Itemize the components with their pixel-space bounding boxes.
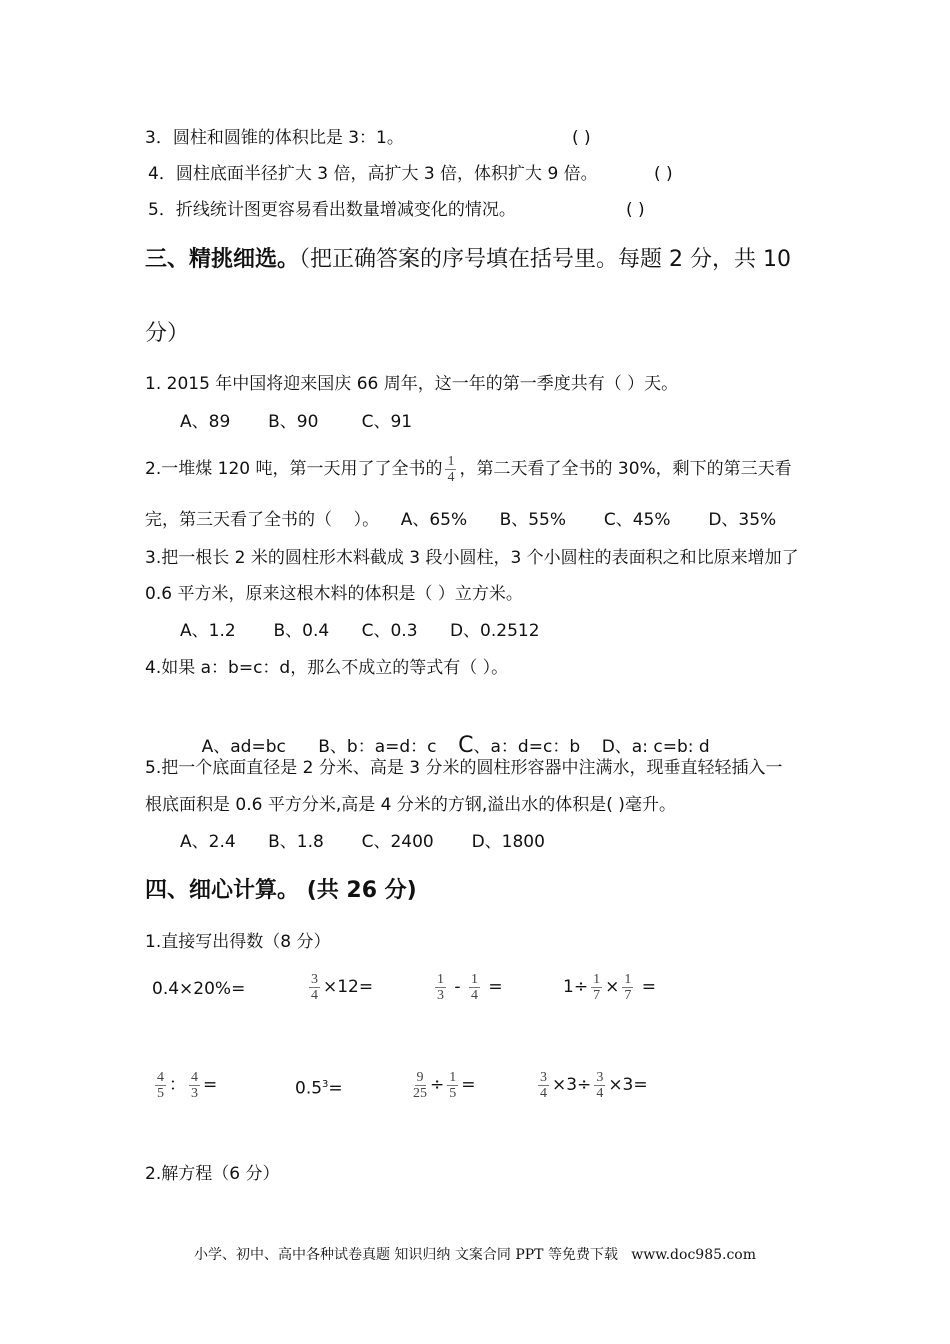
operator: -	[449, 977, 466, 997]
answer-paren: ( )	[572, 128, 591, 148]
question-2-line-2: 完，第三天看了全书的（ ）。 A、65% B、55% C、45% D、35%	[145, 510, 777, 530]
fraction	[435, 972, 446, 1003]
question-1-options: A、89 B、90 C、91	[180, 412, 413, 432]
expr-text: 1÷	[563, 977, 589, 997]
operator: ×	[605, 977, 620, 997]
q4-option-c-letter: C	[458, 733, 474, 758]
numerator: 1	[449, 1069, 457, 1085]
judge-item-3: 3．圆柱和圆锥的体积比是 3：1。	[145, 128, 404, 148]
expr-text: ×12=	[323, 977, 374, 997]
section-title: 四、细心计算。	[145, 878, 300, 903]
numerator: 1	[437, 971, 444, 987]
numerator: 9	[416, 1069, 424, 1085]
q4-options-ab: A、ad=bc B、b：a=d：c	[201, 737, 459, 757]
numerator: 3	[540, 1069, 547, 1085]
fraction	[309, 972, 320, 1003]
section-title: 三、精挑细选。	[145, 247, 300, 272]
section-note: （把正确答案的序号填在括号里。每题 2 分，共 10	[299, 247, 791, 272]
calc-expr-1: 0.4×20%=	[152, 979, 246, 999]
operator: ×3÷	[552, 1075, 592, 1095]
fraction	[594, 1070, 605, 1101]
question-4: 4.如果 a：b=c：d，那么不成立的等式有（ ）。	[145, 658, 509, 678]
denominator: 25	[413, 1085, 427, 1101]
question-5-line-1: 5.把一个底面直径是 2 分米、高是 3 分米的圆柱形容器中注满水，现垂直轻轻插入一	[145, 758, 783, 778]
denominator: 5	[449, 1085, 457, 1101]
fraction	[189, 1070, 200, 1101]
numerator: 4	[191, 1069, 198, 1085]
page-footer: 小学、初中、高中各种试卷真题 知识归纳 文案合同 PPT 等免费下载 www.doc985.com	[193, 1247, 756, 1263]
equals: =	[482, 977, 503, 997]
equals: ×3=	[608, 1075, 648, 1095]
numerator: 1	[593, 971, 601, 987]
section-4-heading	[145, 876, 417, 906]
equations-title: 2.解方程（6 分）	[145, 1164, 280, 1184]
section-note-cont: 分）	[145, 321, 190, 346]
denominator: 3	[437, 987, 444, 1003]
calc-expr-6	[295, 1073, 343, 1101]
question-3-line-2: 0.6 平方米，原来这根木料的体积是（ ）立方米。	[145, 584, 523, 604]
section-note: (共 26 分)	[306, 878, 417, 903]
fraction	[445, 454, 456, 485]
calc-expr-3	[432, 970, 503, 1004]
numerator: 1	[470, 971, 478, 987]
numerator: 3	[596, 1069, 604, 1085]
equals: =	[461, 1075, 476, 1095]
numerator: 3	[311, 971, 318, 987]
q2-text: ，第二天看了全书的 30%，剩下的第三天看	[459, 459, 792, 479]
fraction	[622, 972, 633, 1003]
equals: =	[203, 1075, 218, 1095]
question-2-line-1	[145, 452, 792, 486]
denominator: 3	[191, 1085, 198, 1101]
fraction	[447, 1070, 458, 1101]
equals: =	[328, 1078, 343, 1099]
calc-expr-8	[535, 1068, 648, 1102]
fraction	[413, 1070, 427, 1101]
section-3-heading	[145, 245, 791, 275]
answer-paren: ( )	[654, 164, 673, 184]
answer-paren: ( )	[626, 200, 645, 220]
denominator: 4	[311, 987, 318, 1003]
expr-text: 0.5	[295, 1078, 323, 1099]
q2-text: 2.一堆煤 120 吨，第一天用了了全书的	[145, 459, 443, 479]
numerator: 4	[157, 1069, 164, 1085]
q4-options-cd: 、a：d=c：b D、a: c=b: d	[473, 737, 710, 757]
denominator: 7	[624, 987, 632, 1003]
operator: ：	[169, 1075, 186, 1095]
fraction	[538, 1070, 549, 1101]
denominator: 4	[447, 469, 455, 485]
numerator: 1	[447, 453, 455, 469]
calc-expr-7	[410, 1068, 476, 1102]
operator: ÷	[430, 1075, 445, 1095]
equals: =	[636, 977, 656, 997]
judge-item-5: 5．折线统计图更容易看出数量增减变化的情况。	[148, 200, 516, 220]
denominator: 5	[157, 1085, 164, 1101]
fraction	[591, 972, 602, 1003]
question-3-line-1: 3.把一根长 2 米的圆柱形木料截成 3 段小圆柱，3 个小圆柱的表面积之和比原来增加了	[145, 548, 799, 568]
calc-expr-4	[563, 970, 656, 1004]
question-5-options: A、2.4 B、1.8 C、2400 D、1800	[180, 832, 545, 852]
denominator: 4	[540, 1085, 547, 1101]
numerator: 1	[624, 971, 632, 987]
denominator: 7	[593, 987, 601, 1003]
calc-title: 1.直接写出得数（8 分）	[145, 932, 331, 952]
denominator: 4	[470, 987, 478, 1003]
question-1: 1. 2015 年中国将迎来国庆 66 周年，这一年的第一季度共有（ ）天。	[145, 374, 679, 394]
calc-expr-2	[306, 970, 373, 1004]
fraction	[469, 972, 480, 1003]
calc-expr-5	[152, 1068, 217, 1102]
judge-item-4: 4．圆柱底面半径扩大 3 倍，高扩大 3 倍，体积扩大 9 倍。	[148, 164, 598, 184]
question-5-line-2: 根底面积是 0.6 平方分米,高是 4 分米的方钢,溢出水的体积是( )毫升。	[145, 795, 676, 815]
fraction	[155, 1070, 166, 1101]
denominator: 4	[596, 1085, 604, 1101]
question-3-options: A、1.2 B、0.4 C、0.3 D、0.2512	[180, 621, 540, 641]
exponent: 3	[322, 1079, 329, 1090]
